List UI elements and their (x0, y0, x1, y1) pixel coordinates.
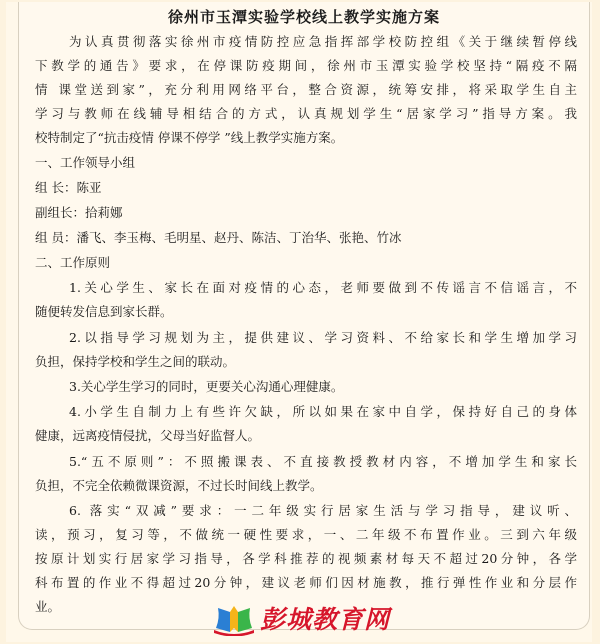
page (6, 2, 592, 642)
paragraph-line: 下教学的通告》要求，在停课防疫期间，徐州市玉潭实验学校坚持“隔疫不隔 (35, 58, 577, 73)
paragraph-line: 按原计划实行居家学习指导，各学科推荐的视频素材每天不超过20分钟，各学 (35, 551, 577, 566)
book-logo-icon (212, 598, 256, 636)
paragraph-line: 5.“五不原则”：不照搬课表、不直接教授教材内容，不增加学生和家长 (69, 454, 577, 469)
paragraph-line: 为认真贯彻落实徐州市疫情防控应急指挥部学校防控组《关于继续暂停线 (69, 34, 577, 49)
paragraph-line: 负担，不完全依赖微课资源，不过长时间线上教学。 (35, 478, 323, 493)
paragraph-line: 科布置的作业不得超过20分钟，建议老师们因材施教，推行弹性作业和分层作 (35, 575, 577, 590)
watermark-logo (212, 598, 432, 636)
paragraph-line: 情 课堂送到家”，充分利用网络平台，整合资源，统筹安排，将采取学生自主 (35, 82, 577, 97)
paragraph-line: 随便转发信息到家长群。 (35, 304, 173, 319)
paragraph-line: 2.以指导学习规划为主，提供建议、学习资料、不给家长和学生增加学习 (69, 330, 577, 345)
list-item: 组 长：陈亚 (35, 180, 102, 195)
paragraph-line: 校特制定了“抗击疫情 停课不停学 ”线上教学实施方案。 (35, 130, 344, 145)
section-heading: 二、工作原则 (35, 255, 111, 270)
paragraph-line: 1.关心学生、家长在面对疫情的心态，老师要做到不传谣言不信谣言，不 (69, 280, 577, 295)
paragraph-line: 4.小学生自制力上有些许欠缺，所以如果在家中自学，保持好自己的身体 (69, 404, 577, 419)
document-title: 徐州市玉潭实验学校线上教学实施方案 (167, 8, 440, 26)
paragraph-line: 读，预习，复习等，不做统一硬性要求，一、二年级不布置作业。三到六年级 (35, 527, 577, 542)
list-item: 副组长：拾莉娜 (35, 205, 123, 220)
document-body (18, 2, 590, 630)
section-heading: 一、工作领导小组 (35, 155, 136, 170)
paragraph-line: 负担，保持学校和学生之间的联动。 (35, 354, 236, 369)
watermark-text: 彭城教育网 (260, 605, 391, 634)
paragraph-line: 6. 落实“双减”要求：一二年级实行居家生活与学习指导，建议听、 (69, 503, 577, 518)
paragraph-line: 业。 (35, 599, 61, 614)
paragraph-line: 健康，远离疫情侵扰，父母当好监督人。 (35, 428, 261, 443)
paragraph-line: 3.关心学生学习的同时，更要关心沟通心理健康。 (69, 379, 344, 394)
paragraph-line: 学习与教师在线辅导相结合的方式，认真规划学生“居家学习”指导方案。我 (35, 106, 577, 121)
list-item: 组 员：潘飞、李玉梅、毛明星、赵丹、陈洁、丁治华、张艳、竹冰 (35, 230, 402, 245)
